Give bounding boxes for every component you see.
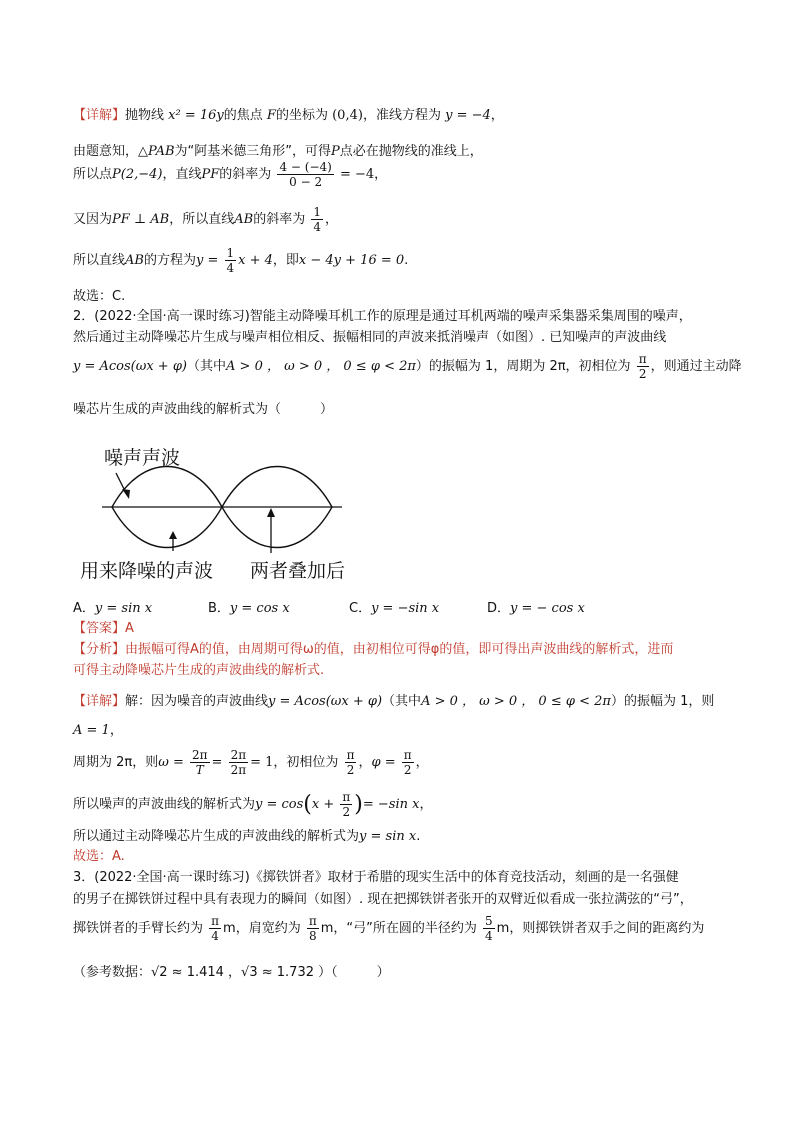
- detail2-line-2: A = 1，: [73, 723, 123, 738]
- detail2-line-3: 周期为 2π，则ω = $\frac{2\pi}{T}$ = $\frac{2\pi}{2\pi}$ = 1，初相位为 $\frac{\pi}{2}$ ，φ = $\frac{\pi}{2}$ ，: [73, 748, 429, 777]
- detail2-line-5: 所以通过主动降噪芯片生成的声波曲线的解析式为y = sin x.: [73, 829, 421, 844]
- line-eq-fraction: $\frac{1}{4}$: [226, 246, 235, 275]
- sum-arrow-icon: [267, 508, 275, 517]
- question-2-line-1: 2．(2022·全国·高一课时练习)智能主动降噪耳机工作的原理是通过耳机两端的噪声采集器采集周围的噪声，: [73, 309, 692, 324]
- label-noise-wave: 噪声声波: [104, 447, 181, 469]
- label-superposed: 两者叠加后: [250, 560, 346, 582]
- detail-line-3: 所以点P(2,−4)，直线PF的斜率为 $\frac{4 - (-4)}{0 - 2}$ = −4，: [73, 160, 388, 189]
- detail2-line-1: 【详解】解：因为噪音的声波曲线y = Acos(ωx + φ)（其中A > 0 ， ω > 0 ， 0 ≤ φ < 2π）的振幅为 1，则: [73, 694, 715, 709]
- question-3-line-1: 3．(2022·全国·高一课时练习)《掷铁饼者》取材于希腊的现实生活中的体育竞技活动，刻画的是一名强健: [73, 870, 679, 885]
- option-c[interactable]: C．y = −sin x: [349, 601, 440, 616]
- noise-arrow-icon: [122, 489, 130, 499]
- question-2-line-3: y = Acos(ωx + φ)（其中A > 0 ， ω > 0 ， 0 ≤ φ < 2π）的振幅为 1，周期为 2π，初相位为 $\frac{\pi}{2}$ ，则通过主动降: [73, 352, 742, 381]
- detail-line-1: 【详解】抛物线 x² = 16y的焦点 F的坐标为 (0,4)，准线方程为 y = −4，: [73, 108, 504, 123]
- answer-line-1: 故选：C.: [73, 289, 126, 304]
- detail2-line-4: 所以噪声的声波曲线的解析式为y = cos(x + $\frac{\pi}{2}$ )= −sin x，: [73, 790, 433, 819]
- detail-line-4: 又因为PF ⊥ AB，所以直线AB的斜率为 $\frac{1}{4}$ ，: [73, 205, 338, 234]
- option-b[interactable]: B．y = cos x: [208, 601, 290, 616]
- sound-wave-figure: [72, 435, 372, 590]
- question-2-line-4: 噪芯片生成的声波曲线的解析式为（ ）: [73, 402, 334, 417]
- option-a[interactable]: A．y = sin x: [73, 601, 153, 616]
- question-3-line-3: 掷铁饼者的手臂长约为 $\frac{\pi}{4}$ m，肩宽约为 $\frac{\pi}{8}$ m，“弓”所在圆的半径约为 $\frac{5}{4}$ m，则掷铁饼者双手之间的距离约为: [73, 914, 705, 943]
- slope-fraction: $\frac{4 - (-4)}{0 - 2}$: [279, 160, 332, 189]
- detail-tag: 【详解】: [73, 108, 126, 123]
- answer-line: 【答案】A: [73, 621, 134, 636]
- detail-line-2: 由题意知，△PAB为“阿基米德三角形”，可得P点必在抛物线的准线上，: [73, 144, 483, 159]
- question-3-line-2: 的男子在掷铁饼过程中具有表现力的瞬间（如图）. 现在把掷铁饼者张开的双臂近似看成一张拉满弦的“弓”，: [73, 892, 693, 907]
- label-cancel-wave: 用来降噪的声波: [80, 560, 214, 582]
- options-row: [73, 597, 713, 615]
- analysis-line-2: 可得主动降噪芯片生成的声波曲线的解析式.: [73, 663, 325, 678]
- cancel-arrow-icon: [169, 531, 177, 539]
- analysis-line-1: 【分析】由振幅可得A的值，由周期可得ω的值，由初相位可得φ的值，即可得出声波曲线的解析式，进而: [73, 642, 674, 657]
- option-d[interactable]: D．y = − cos x: [487, 601, 585, 616]
- slope-fraction-2: $\frac{1}{4}$: [313, 205, 321, 234]
- phase-fraction: $\frac{\pi}{2}$: [638, 352, 647, 381]
- question-3-line-4: （参考数据：√2 ≈ 1.414 ，√3 ≈ 1.732 ）（ ）: [73, 965, 390, 980]
- question-2-line-2: 然后通过主动降噪芯片生成与噪声相位相反、振幅相同的声波来抵消噪声（如图）. 已知噪声的声波曲线: [73, 330, 667, 345]
- answer-line-2: 故选：A.: [73, 849, 125, 864]
- detail-line-5: 所以直线AB的方程为y = $\frac{1}{4}$ x + 4，即x − 4y + 16 = 0.: [73, 246, 409, 275]
